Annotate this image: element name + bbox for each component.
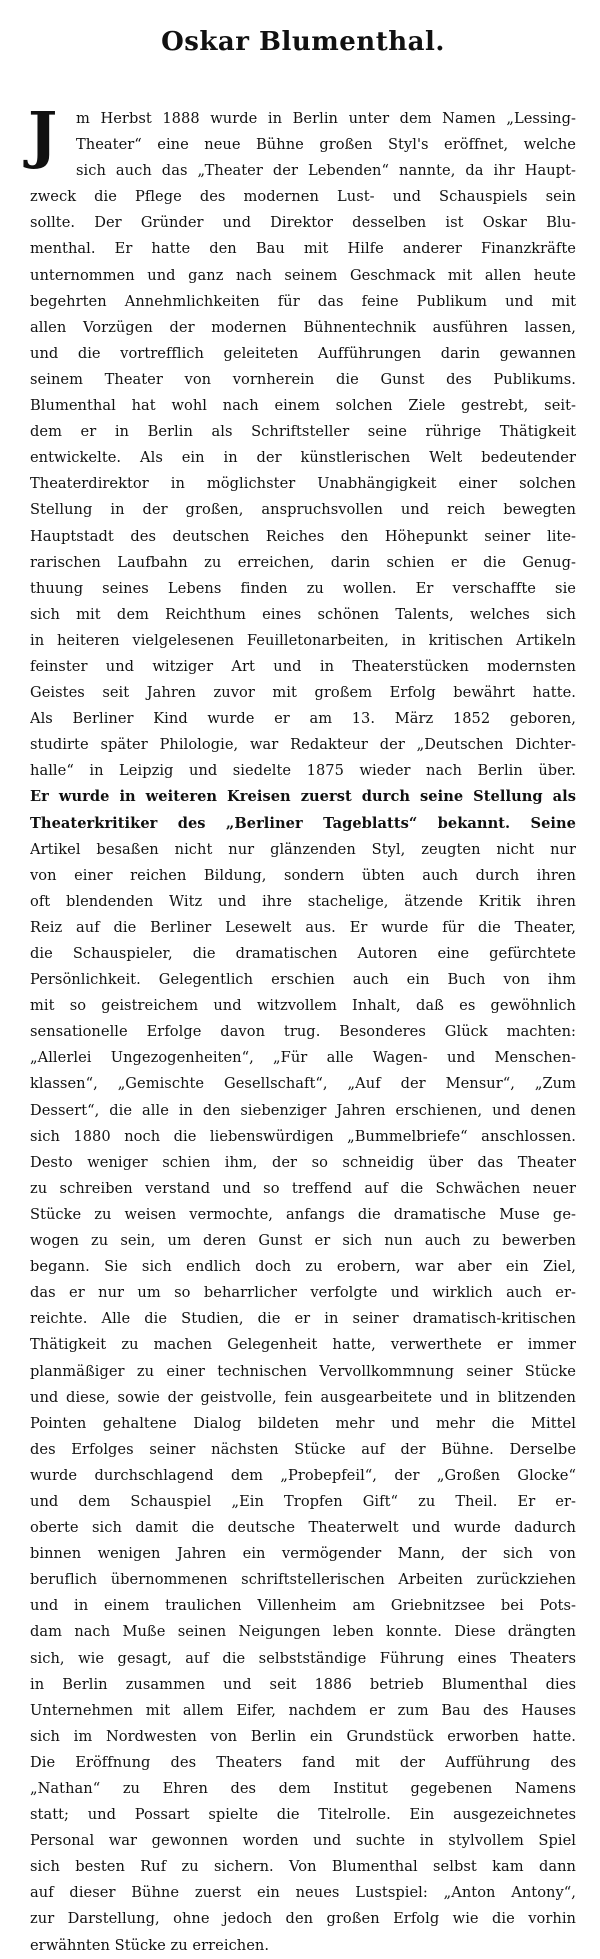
text-line: und in einem traulichen Villenheim am Griebnitzsee bei Pots- [30, 1597, 576, 1615]
text-line: binnen wenigen Jahren ein vermögender Mann, der sich von [30, 1545, 576, 1563]
text-line: und diese, sowie der geistvolle, fein ausgearbeitete und in blitzenden [30, 1388, 576, 1406]
article-title: Oskar Blumenthal. [161, 27, 445, 57]
text-line: reichte. Alle die Studien, die er in seiner dramatisch-kritischen [30, 1310, 576, 1328]
text-line: Desto weniger schien ihm, der so schneidig über das Theater [30, 1153, 576, 1171]
text-line: Die Eröffnung des Theaters fand mit der Aufführung des [30, 1753, 576, 1771]
text-line: sensationelle Erfolge davon trug. Besonderes Glück machten: [30, 1023, 576, 1041]
text-line: wurde durchschlagend dem „Probepfeil“, der „Großen Glocke“ [30, 1466, 576, 1484]
text-line: wogen zu sein, um deren Gunst er sich nun auch zu bewerben [30, 1232, 576, 1250]
text-line: sich mit dem Reichthum eines schönen Talents, welches sich [30, 605, 576, 623]
text-line: in heiteren vielgelesenen Feuilletonarbeiten, in kritischen Artikeln [30, 631, 576, 649]
text-line: m Herbst 1888 wurde in Berlin unter dem Namen „Lessing- [76, 110, 576, 127]
text-line: Reiz auf die Berliner Lesewelt aus. Er wurde für die Theater, [30, 918, 576, 936]
text-line: Artikel besaßen nicht nur glänzenden Styl, zeugten nicht nur [30, 840, 576, 858]
text-line: „Allerlei Ungezogenheiten“, „Für alle Wagen- und Menschen- [30, 1049, 576, 1067]
text-line: auf dieser Bühne zuerst ein neues Lustspiel: „Anton Antony“, [30, 1884, 576, 1902]
text-line: sich, wie gesagt, auf die selbstständige Führung eines Theaters [30, 1649, 576, 1667]
text-line: und die vortrefflich geleiteten Aufführungen darin gewannen [30, 344, 576, 362]
text-line: unternommen und ganz nach seinem Geschmack mit allen heute [30, 266, 576, 284]
text-line: allen Vorzügen der modernen Bühnentechnik ausführen lassen, [30, 318, 576, 336]
article-body [28, 98, 576, 1959]
text-line: und dem Schauspiel „Ein Tropfen Gift“ zu Theil. Er er- [30, 1492, 576, 1510]
text-line: Er wurde in weiteren Kreisen zuerst durch seine Stellung als [30, 788, 576, 806]
text-line: beruflich übernommenen schriftstellerischen Arbeiten zurückziehen [30, 1571, 576, 1589]
text-line: Thätigkeit zu machen Gelegenheit hatte, verwerthete er immer [30, 1336, 576, 1354]
text-line: zu schreiben verstand und so treffend auf die Schwächen neuer [30, 1179, 576, 1197]
text-line: statt; und Possart spielte die Titelrolle. Ein ausgezeichnetes [30, 1806, 576, 1824]
text-line: oft blendenden Witz und ihre stachelige, ätzende Kritik ihren [30, 892, 576, 910]
text-line: klassen“, „Gemischte Gesellschaft“, „Auf der Mensur“, „Zum [30, 1075, 576, 1093]
text-line: menthal. Er hatte den Bau mit Hilfe anderer Finanzkräfte [30, 240, 576, 258]
text-line: Persönlichkeit. Gelegentlich erschien auch ein Buch von ihm [30, 971, 576, 989]
text-line: dam nach Muße seinen Neigungen leben konnte. Diese drängten [30, 1623, 576, 1641]
text-line: Dessert“, die alle in den siebenziger Jahren erschienen, und denen [30, 1101, 576, 1119]
text-line: sich im Nordwesten von Berlin ein Grundstück erworben hatte. [30, 1727, 576, 1745]
text-line: sich besten Ruf zu sichern. Von Blumenthal selbst kam dann [30, 1858, 576, 1876]
text-line: begann. Sie sich endlich doch zu erobern, war aber ein Ziel, [30, 1258, 576, 1276]
text-line: Theater“ eine neue Bühne großen Styl's eröffnet, welche [76, 136, 576, 154]
drop-cap-initial: J [28, 98, 58, 171]
text-line: entwickelte. Als ein in der künstlerischen Welt bedeutender [30, 449, 576, 467]
text-line: seinem Theater von vornherein die Gunst des Publikums. [30, 370, 576, 388]
text-line: planmäßiger zu einer technischen Vervollkommnung seiner Stücke [30, 1362, 576, 1380]
text-line: „Nathan“ zu Ehren des dem Institut gegebenen Namens [30, 1780, 576, 1797]
text-line: Stücke zu weisen vermochte, anfangs die dramatische Muse ge- [30, 1205, 576, 1223]
text-line: zweck die Pflege des modernen Lust- und Schauspiels sein [30, 188, 576, 206]
text-line: sich 1880 noch die liebenswürdigen „Bummelbriefe“ anschlossen. [30, 1127, 576, 1145]
text-line: von einer reichen Bildung, sondern übten auch durch ihren [30, 866, 576, 884]
text-line: begehrten Annehmlichkeiten für das feine Publikum und mit [30, 292, 576, 310]
text-line: Als Berliner Kind wurde er am 13. März 1852 geboren, [30, 710, 576, 728]
text-line: Unternehmen mit allem Eifer, nachdem er zum Bau des Hauses [30, 1701, 576, 1719]
text-line: die Schauspieler, die dramatischen Autoren eine gefürchtete [30, 945, 576, 962]
text-line: dem er in Berlin als Schriftsteller seine rührige Thätigkeit [30, 423, 576, 441]
text-line: sollte. Der Gründer und Direktor desselben ist Oskar Blu- [30, 214, 576, 232]
text-line: thuung seines Lebens finden zu wollen. Er verschaffte sie [30, 579, 576, 597]
text-line: halle“ in Leipzig und siedelte 1875 wieder nach Berlin über. [30, 762, 576, 780]
text-line: sich auch das „Theater der Lebenden“ nannte, da ihr Haupt- [76, 162, 576, 180]
text-line: erwähnten Stücke zu erreichen. [30, 1936, 270, 1954]
text-line: Geistes seit Jahren zuvor mit großem Erfolg bewährt hatte. [30, 684, 576, 702]
text-line: studirte später Philologie, war Redakteur der „Deutschen Dichter- [30, 736, 576, 754]
text-line: Theaterkritiker des „Berliner Tageblatts“ bekannt. Seine [30, 814, 576, 832]
text-line: mit so geistreichem und witzvollem Inhalt, daß es gewöhnlich [30, 997, 576, 1015]
text-line: Blumenthal hat wohl nach einem solchen Ziele gestrebt, seit- [30, 397, 576, 415]
text-line: oberte sich damit die deutsche Theaterwelt und wurde dadurch [30, 1519, 576, 1537]
text-line: Pointen gehaltene Dialog bildeten mehr und mehr die Mittel [30, 1414, 576, 1432]
text-line: Personal war gewonnen worden und suchte in stylvollem Spiel [30, 1832, 576, 1850]
text-line: Hauptstadt des deutschen Reiches den Höhepunkt seiner lite- [30, 527, 576, 545]
text-line: in Berlin zusammen und seit 1886 betrieb Blumenthal dies [30, 1675, 576, 1693]
text-line: Stellung in der großen, anspruchsvollen und reich bewegten [30, 501, 576, 519]
text-line: das er nur um so beharrlicher verfolgte und wirklich auch er- [30, 1284, 576, 1302]
text-line: feinster und witziger Art und in Theaterstücken modernsten [30, 657, 576, 675]
text-line: zur Darstellung, ohne jedoch den großen Erfolg wie die vorhin [30, 1910, 576, 1928]
text-line: rarischen Laufbahn zu erreichen, darin schien er die Genug- [30, 553, 576, 571]
text-line: Theaterdirektor in möglichster Unabhängigkeit einer solchen [30, 475, 576, 493]
text-line: des Erfolges seiner nächsten Stücke auf der Bühne. Derselbe [30, 1440, 576, 1458]
